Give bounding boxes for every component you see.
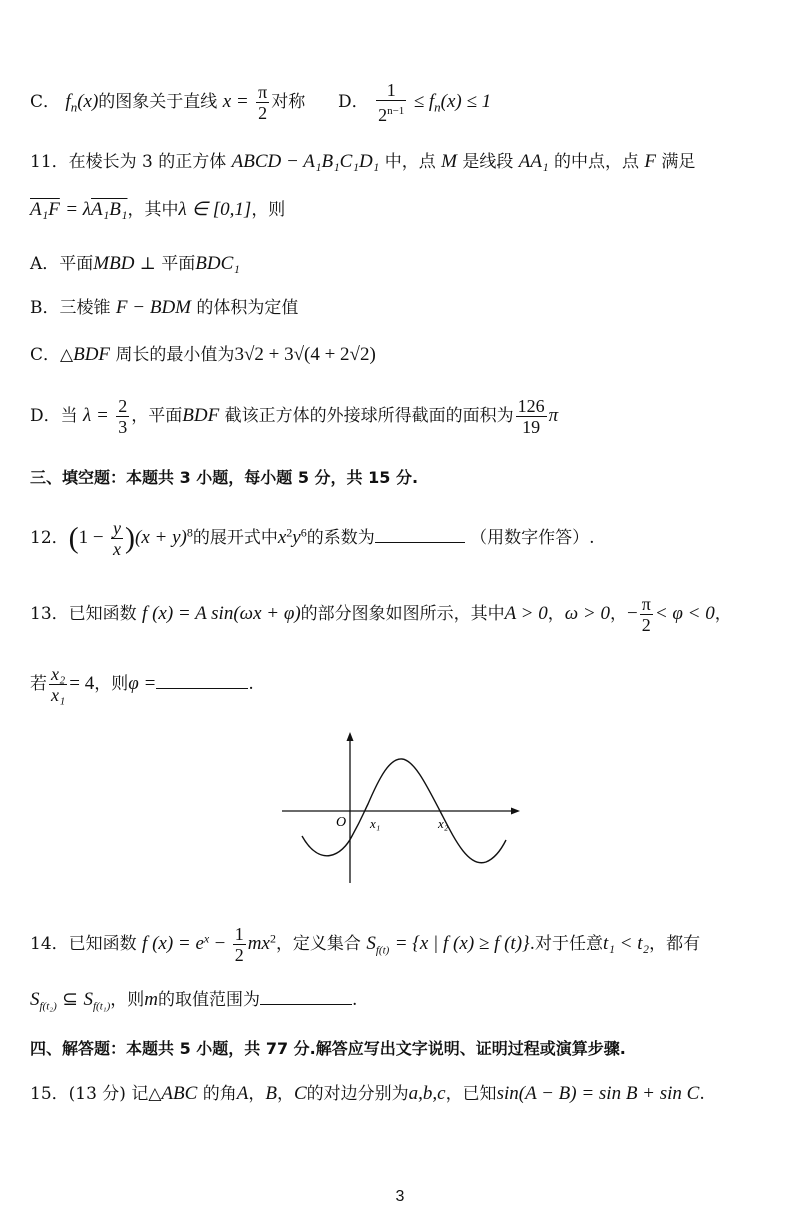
- q11-opt-d-area-num: 126: [517, 396, 545, 416]
- q11-opt-d-den: 3: [118, 417, 128, 437]
- q14-stem1: 14．已知函数: [30, 934, 137, 954]
- q10-opt-d-num: 1: [376, 80, 406, 101]
- graph-x1-label: x₁: [370, 816, 381, 831]
- q11-stem7: ，则: [251, 200, 286, 220]
- q13-stem2: 的部分图象如图所示，其中: [300, 604, 505, 624]
- q11-opt-d-area-frac: [516, 396, 547, 437]
- q14-t-cond: t₁ < t₂: [603, 933, 650, 954]
- q15-stem2: 的角: [202, 1084, 237, 1104]
- q13-ratio: [49, 664, 67, 705]
- q15-triangle: ABC: [161, 1083, 198, 1104]
- q13-sine-graph: [280, 728, 530, 888]
- q13-pi-frac: [640, 594, 653, 635]
- q15-angle-c: C: [293, 1083, 307, 1104]
- q15-angle-b: B: [265, 1083, 277, 1104]
- q15-sep2: ，: [276, 1084, 294, 1104]
- q14-half-num: 1: [234, 924, 244, 944]
- q11-stem4: 的中点，点: [553, 152, 639, 172]
- q13-line2: [30, 664, 780, 705]
- q11-opt-d-rest1: ，平面: [131, 406, 183, 426]
- q10-opt-d-den: [376, 101, 406, 125]
- q12-term-y: y: [292, 527, 301, 548]
- q13-line1: [30, 594, 780, 635]
- q11-opt-b-math: F − BDM: [115, 297, 191, 318]
- q14-exp2: 2: [269, 931, 276, 946]
- q10-opt-c-label: C．: [30, 92, 61, 112]
- q12-text1: 的展开式中: [192, 528, 278, 548]
- q11-opt-c-rest: 周长的最小值为: [115, 345, 235, 365]
- q11-stem5: 满足: [661, 152, 696, 172]
- q11-stem6: ，其中: [127, 200, 179, 220]
- q14-stem3: .对于任意: [529, 934, 604, 954]
- q11-opt-d-frac: [116, 396, 129, 437]
- q10-options-row: [30, 80, 780, 125]
- q10-opt-d-den-base: 2: [378, 105, 388, 125]
- q12-exp8: 8: [186, 525, 193, 540]
- q10-opt-d-label: D．: [338, 92, 369, 112]
- q14-s-right: S: [83, 989, 93, 1010]
- q15-sep1: ，: [248, 1084, 266, 1104]
- q10-opt-d-frac: [376, 80, 406, 125]
- section3-heading: 三、填空题：本题共 3 小题，每小题 5 分，共 15 分.: [30, 468, 419, 487]
- q11-segment: AA₁: [518, 151, 549, 172]
- q13-cond3: < φ < 0: [654, 603, 715, 624]
- q11-vec-lhs: A₁F: [30, 199, 60, 220]
- q12-answer-blank[interactable]: [375, 524, 465, 543]
- graph-x-arrow: [511, 808, 520, 815]
- q14-answer-blank[interactable]: [260, 986, 352, 1005]
- q11-opt-a-plane2: BDC₁: [195, 253, 240, 274]
- q11-stem3: 是线段: [462, 152, 514, 172]
- graph-y-arrow: [347, 732, 354, 741]
- q13-ratio-num: x₂: [51, 664, 66, 684]
- q10-opt-d-n: n: [434, 99, 441, 115]
- q12-frac-den: x: [113, 539, 122, 559]
- q14-line2: [30, 986, 780, 1018]
- q13-function: f (x) = A sin(ωx + φ): [142, 603, 301, 624]
- q13-pi: π: [641, 594, 651, 614]
- q12-exp2: 2: [286, 525, 293, 540]
- q14-end: .: [352, 990, 358, 1010]
- graph-x2-label: x₂: [438, 816, 449, 831]
- q13-cond2: ω > 0: [564, 603, 611, 624]
- q12-exp6: 6: [300, 525, 307, 540]
- q14-s-left: S: [30, 989, 40, 1010]
- q13-then: ，则: [94, 674, 129, 694]
- q12-frac-num: y: [113, 518, 122, 538]
- q14-subset: ⊆: [62, 989, 79, 1010]
- q11-point-f: F: [644, 151, 656, 172]
- q12-label: 12．: [30, 528, 69, 548]
- q10-opt-c-text2: 对称: [271, 92, 306, 112]
- page-number: 3: [395, 1188, 405, 1205]
- q14-line1: [30, 924, 780, 965]
- q14-exp-x: x: [203, 931, 210, 946]
- q10-opt-d-rest2: (x) ≤ 1: [440, 91, 492, 112]
- q13-answer-blank[interactable]: [156, 670, 248, 689]
- q11-option-a: [30, 252, 780, 276]
- q11-option-b: [30, 296, 780, 320]
- q11-stem1: 11．在棱长为 3 的正方体: [30, 152, 227, 172]
- q10-opt-c-eq: x =: [222, 91, 249, 112]
- q14-stem4: ，都有: [649, 934, 701, 954]
- q11-opt-d-area-den: 19: [522, 417, 541, 437]
- q15-stem3: 的对边分别为: [306, 1084, 409, 1104]
- q11-opt-b-rest: 的体积为定值: [196, 298, 299, 318]
- q14-minus: −: [214, 933, 226, 954]
- q14-half-den: 2: [234, 945, 244, 965]
- q11-opt-a-text: A．平面: [30, 254, 94, 274]
- q10-opt-d-rest: ≤ f: [413, 91, 435, 112]
- q14-set-def: = {x | f (x) ≥ f (t)}: [394, 933, 530, 954]
- q12-line: [30, 518, 780, 559]
- q12-text3: （用数字作答）.: [470, 528, 595, 548]
- q10-opt-c-num: π: [258, 82, 268, 102]
- q11-point-m: M: [441, 151, 457, 172]
- q11-opt-d-plane: BDF: [182, 405, 220, 426]
- q14-mx: mx: [247, 933, 270, 954]
- q13-phi: φ =: [128, 673, 157, 694]
- q11-vec-rhs: A₁B₁: [91, 199, 128, 220]
- q15-stem4: ，已知: [445, 1084, 497, 1104]
- q11-opt-c-value: 3√2 + 3√(4 + 2√2): [234, 344, 376, 365]
- q14-stem5: ，则: [110, 990, 145, 1010]
- section4-heading: 四、解答题：本题共 5 小题，共 77 分.解答应写出文字说明、证明过程或演算步骤.: [30, 1039, 626, 1058]
- q11-option-d: [30, 396, 780, 437]
- q10-opt-c-f: f: [65, 91, 71, 112]
- q11-opt-d-rest2: 截该正方体的外接球所得截面的面积为: [224, 406, 514, 426]
- q13-end: .: [248, 674, 254, 694]
- q11-option-c: [30, 343, 780, 367]
- q11-opt-d-lambda: λ =: [83, 405, 109, 426]
- graph-origin-label: O: [336, 815, 347, 830]
- q14-m: m: [144, 989, 158, 1010]
- q13-two: 2: [641, 615, 651, 635]
- q11-opt-c-math: BDF: [73, 344, 111, 365]
- q10-opt-d-den-exp: n−1: [387, 105, 405, 117]
- q12-text2: 的系数为: [306, 528, 375, 548]
- q14-half: [233, 924, 246, 965]
- q10-opt-c-arg: (x): [77, 91, 99, 112]
- q15-equation: sin(A − B) = sin B + sin C: [496, 1083, 700, 1104]
- q11-opt-a-mid: ⊥ 平面: [139, 254, 196, 274]
- q11-stem-line2: [30, 198, 780, 222]
- q11-opt-a-plane1: MBD: [93, 253, 135, 274]
- q11-opt-d-num: 2: [118, 396, 128, 416]
- q11-cube: ABCD − A₁B₁C₁D₁: [231, 151, 380, 172]
- q10-opt-c-den: 2: [258, 103, 268, 123]
- q11-opt-d-text: D．当: [30, 406, 78, 426]
- q13-stem3: ，: [714, 604, 732, 624]
- q12-frac: [111, 518, 123, 559]
- q11-lambda-range: λ ∈ [0,1]: [178, 199, 252, 220]
- q13-comma2: ，: [610, 604, 628, 624]
- q15-sides: a,b,c: [408, 1083, 446, 1104]
- q15-end: .: [699, 1084, 705, 1104]
- q11-opt-d-pi: π: [548, 405, 559, 426]
- q13-if: 若: [30, 674, 47, 694]
- q14-s-right-sub: f(t₁): [93, 1000, 111, 1013]
- q13-ratio-den: x₁: [51, 685, 66, 705]
- q14-set-sub: f(t): [375, 944, 390, 957]
- q10-opt-c-text: 的图象关于直线: [98, 92, 218, 112]
- q15-line: [30, 1082, 780, 1106]
- q12-one-minus: 1 −: [78, 527, 104, 548]
- q10-opt-c-n: n: [70, 99, 78, 115]
- q14-s-left-sub: f(t₂): [39, 1000, 57, 1013]
- q15-angle-a: A: [236, 1083, 249, 1104]
- q11-vec-eq: = λ: [65, 199, 92, 220]
- q15-stem1: 15．(13 分) 记△: [30, 1084, 162, 1104]
- q11-opt-b-text: B．三棱锥: [30, 298, 111, 318]
- q11-stem2: 中，点: [384, 152, 436, 172]
- q14-func: f (x) = e: [142, 933, 204, 954]
- q13-minus: −: [627, 603, 638, 624]
- q14-set-s: S: [366, 933, 376, 954]
- q12-term-x: x: [277, 527, 287, 548]
- q11-stem-line1: [30, 150, 780, 174]
- q13-eq4: = 4: [69, 673, 95, 694]
- q13-cond1: A > 0: [504, 603, 548, 624]
- q12-paren-open: (: [68, 521, 79, 555]
- q13-comma1: ，: [547, 604, 565, 624]
- q11-opt-c-text: C．△: [30, 345, 74, 365]
- q10-opt-c-frac: [256, 82, 269, 123]
- q14-stem6: 的取值范围为: [158, 990, 260, 1010]
- q13-stem1: 13．已知函数: [30, 604, 137, 624]
- q12-paren-close: ): [125, 521, 136, 555]
- q14-stem2: ，定义集合: [275, 934, 361, 954]
- q12-binom: (x + y): [135, 527, 187, 548]
